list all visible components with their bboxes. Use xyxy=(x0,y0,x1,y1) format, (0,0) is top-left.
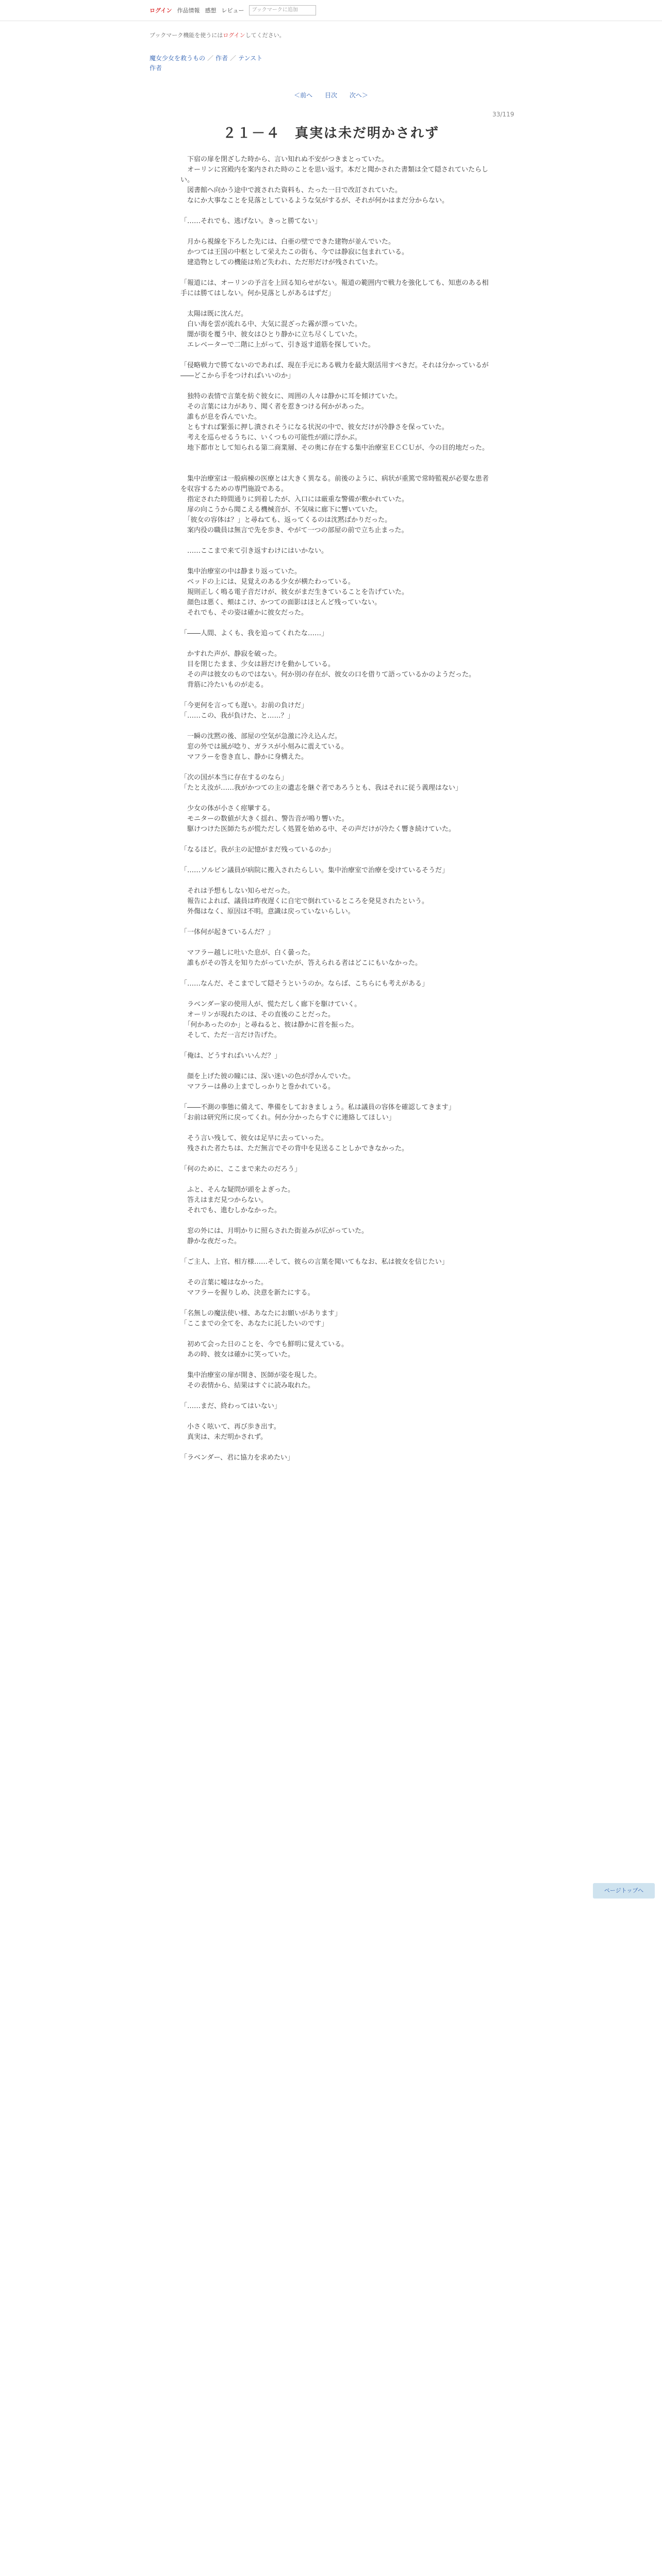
body-paragraph: 「……ソルビン議員が病院に搬入されたらしい。集中治療室で治療を受けているそうだ」 xyxy=(180,867,449,874)
body-paragraph: ラベンダー家の使用人が、慌ただしく廊下を駆けていく。 xyxy=(180,1001,361,1008)
body-paragraph xyxy=(180,1092,495,1103)
body-paragraph: 「――人間、よくも、我を追ってくれたな……」 xyxy=(180,630,328,637)
author-label: 作者 xyxy=(216,55,228,62)
body-paragraph: かつては王国の中枢として栄えたこの街も、今では静寂に包まれている。 xyxy=(180,248,409,256)
notice-login-link[interactable]: ログイン xyxy=(223,32,245,39)
body-paragraph: 「報道には、オーリンの予言を上回る知らせがない。報道の範囲内で戦力を強化しても、知恵のある相手には勝てはしない。何か見落としがあるはずだ」 xyxy=(180,279,489,297)
body-paragraph: 「何かあったのか」と尋ねると、彼は静かに首を振った。 xyxy=(180,1021,358,1029)
body-paragraph xyxy=(180,453,495,464)
body-paragraph: 扉の向こうから聞こえる機械音が、不気味に廊下に響いていた。 xyxy=(180,506,382,514)
body-paragraph: 案内役の職員は無言で先を歩き、やがて一つの部屋の前で立ち止まった。 xyxy=(180,527,408,534)
body-paragraph xyxy=(180,618,495,629)
body-paragraph xyxy=(180,1061,495,1072)
body-paragraph: 誰もが息を呑んでいた。 xyxy=(180,413,261,421)
body-paragraph xyxy=(180,989,495,999)
body-paragraph xyxy=(180,690,495,701)
body-paragraph: 残された者たちは、ただ無言でその背中を見送ることしかできなかった。 xyxy=(180,1145,409,1153)
body-paragraph: 「彼女の容体は？」と尋ねても、返ってくるのは沈黙ばかりだった。 xyxy=(180,516,392,524)
nav-link-impressions[interactable]: 感想 xyxy=(205,7,217,14)
breadcrumb xyxy=(150,54,262,62)
body-paragraph: 「なるほど。我が主の記憶がまだ残っているのか」 xyxy=(180,846,335,854)
body-paragraph xyxy=(180,1267,495,1278)
body-paragraph: 外傷はなく、原因は不明。意識は戻っていないらしい。 xyxy=(180,908,355,916)
body-paragraph xyxy=(180,1329,495,1340)
prev-link[interactable]: ＜前へ xyxy=(294,92,313,99)
body-paragraph xyxy=(180,1123,495,1133)
body-paragraph: そう言い残して、彼女は足早に去っていった。 xyxy=(180,1134,328,1142)
body-paragraph: ともすれば緊張に押し潰されそうになる状況の中で、彼女だけが冷静さを保っていた。 xyxy=(180,423,449,431)
chapter-body xyxy=(180,155,495,1463)
body-paragraph: 闇が街を覆う中、彼女はひとり静かに立ち尽くしていた。 xyxy=(180,331,362,338)
body-paragraph: その言葉に嘘はなかった。 xyxy=(180,1279,268,1286)
body-paragraph: 「名無しの魔法使い様、あなたにお願いがあります」 xyxy=(180,1310,342,1317)
body-paragraph: 独特の表情で言葉を紡ぐ彼女に、周囲の人々は静かに耳を傾けていた。 xyxy=(180,393,402,400)
body-paragraph: 報告によれば、議員は昨夜遅くに自宅で倒れているところを発見されたという。 xyxy=(180,897,429,905)
body-paragraph: 「――不測の事態に備えて、準備をしておきましょう。私は議員の容体を確認してきます」 xyxy=(180,1104,455,1111)
body-paragraph: 考えを巡らせるうちに、いくつもの可能性が頭に浮かぶ。 xyxy=(180,434,361,442)
body-paragraph xyxy=(180,835,495,845)
body-paragraph: 集中治療室の扉が開き、医師が姿を現した。 xyxy=(180,1371,321,1379)
breadcrumb-separator-2: ／ xyxy=(230,55,237,62)
page-number: 33/119 xyxy=(492,111,515,118)
body-paragraph: ふと、そんな疑問が頭をよぎった。 xyxy=(180,1186,295,1194)
body-paragraph: 顔色は悪く、頬はこけ、かつての面影はほとんど残っていない。 xyxy=(180,599,382,606)
body-paragraph xyxy=(180,1360,495,1370)
author-link[interactable]: テンスト xyxy=(238,55,263,62)
body-paragraph xyxy=(180,1154,495,1164)
body-paragraph: 「今更何を言っても遅い。お前の負けだ」 xyxy=(180,702,308,709)
body-paragraph: なにか大事なことを見落としているような気がするが、それが何かはまだ分からない。 xyxy=(180,197,449,205)
page-top-button[interactable]: ページトップへ xyxy=(593,1883,655,1899)
body-paragraph: 「俺は、どうすればいいんだ？」 xyxy=(180,1052,282,1060)
body-paragraph: 集中治療室の中は静まり返っていた。 xyxy=(180,568,302,575)
body-paragraph xyxy=(180,969,495,979)
body-paragraph: 一瞬の沈黙の後、部屋の空気が急激に冷え込んだ。 xyxy=(180,733,342,740)
body-paragraph xyxy=(180,1216,495,1226)
body-paragraph: ……ここまで来て引き返すわけにはいかない。 xyxy=(180,547,328,555)
body-paragraph: 「ここまでの全てを、あなたに託したいのです」 xyxy=(180,1320,328,1328)
body-paragraph xyxy=(180,556,495,567)
body-paragraph: それは予想もしない知らせだった。 xyxy=(180,887,294,895)
bookmark-button[interactable]: ブックマークに追加 xyxy=(249,5,316,15)
body-paragraph xyxy=(180,268,495,278)
body-paragraph: 「ラベンダー、君に協力を求めたい」 xyxy=(180,1454,294,1462)
body-paragraph xyxy=(180,1175,495,1185)
body-paragraph: 「侵略戦力で勝てないのであれば、現在手元にある戦力を最大限活用すべきだ。それは分かっているが――どこから手をつければいいのか」 xyxy=(180,362,489,380)
author-line[interactable]: 作者 xyxy=(150,64,162,72)
body-paragraph: 規則正しく鳴る電子音だけが、彼女がまだ生きていることを告げていた。 xyxy=(180,588,409,596)
body-paragraph xyxy=(180,1412,495,1422)
body-paragraph: そして、ただ一言だけ告げた。 xyxy=(180,1031,281,1039)
body-paragraph: マフラーを握りしめ、決意を新たにする。 xyxy=(180,1289,315,1297)
notice-prefix: ブックマーク機能を使うには xyxy=(150,32,223,39)
body-paragraph: 太陽は既に沈んだ。 xyxy=(180,310,248,318)
body-paragraph xyxy=(180,206,495,216)
body-paragraph xyxy=(180,938,495,948)
chapter-title: ２１－４ 真実は未だ明かされず xyxy=(222,126,439,141)
body-paragraph xyxy=(180,1298,495,1309)
body-paragraph: かすれた声が、静寂を破った。 xyxy=(180,650,282,658)
body-paragraph xyxy=(180,350,495,361)
body-paragraph: マフラー越しに吐いた息が、白く曇った。 xyxy=(180,949,315,957)
body-paragraph: 「……なんだ、そこまでして隠そうというのか。ならば、こちらにも考えがある」 xyxy=(180,980,429,988)
body-paragraph: 建造物としての機能は殆ど失われ、ただ形だけが残されていた。 xyxy=(180,259,382,266)
body-paragraph xyxy=(180,1247,495,1257)
toc-link[interactable]: 目次 xyxy=(324,92,337,99)
body-paragraph: その表情から、結果はすぐに読み取れた。 xyxy=(180,1382,315,1389)
body-paragraph: 静かな夜だった。 xyxy=(180,1238,241,1245)
body-paragraph xyxy=(180,762,495,773)
body-paragraph xyxy=(180,381,495,392)
body-paragraph: 「ご主人、上官、相方様……そして、彼らの言葉を聞いてもなお、私は彼女を信じたい」 xyxy=(180,1258,449,1266)
body-paragraph: その声は彼女のものではない。何か別の存在が、彼女の口を借りて語っているかのようだった。 xyxy=(180,671,476,679)
body-paragraph: マフラーは鼻の上までしっかりと巻かれている。 xyxy=(180,1083,335,1091)
body-paragraph xyxy=(180,721,495,732)
body-paragraph: 指定された時間通りに到着したが、入口には厳重な警備が敷かれていた。 xyxy=(180,496,409,503)
body-paragraph: それでも、進むしかなかった。 xyxy=(180,1207,282,1214)
body-paragraph xyxy=(180,299,495,309)
body-paragraph: マフラーを巻き直し、静かに身構えた。 xyxy=(180,753,308,761)
body-paragraph: 目を閉じたまま、少女は唇だけを動かしている。 xyxy=(180,660,335,668)
body-paragraph: 答えはまだ見つからない。 xyxy=(180,1196,268,1204)
body-paragraph: 地下都市として知られる第二商業層、その奥に存在する集中治療室ＥＣＣＵが、今の目的地だった。 xyxy=(180,444,489,452)
body-paragraph: 初めて会った日のことを、今でも鮮明に覚えている。 xyxy=(180,1341,349,1348)
top-nav xyxy=(150,5,316,15)
body-paragraph: 小さく呟いて、再び歩き出す。 xyxy=(180,1423,280,1431)
series-link[interactable]: 魔女少女を救うもの xyxy=(150,55,206,62)
body-paragraph: 集中治療室は一般病棟の医療とは大きく異なる。前後のように、病状が重篤で常時監視が必要な患者を収容するための専門施設である。 xyxy=(180,475,489,493)
body-paragraph: それでも、その姿は確かに彼女だった。 xyxy=(180,609,308,617)
body-paragraph: オーリンに宮殿内を案内された時のことを思い返す。本だと聞かされた書類は全て隠されていたらしい。 xyxy=(180,166,488,184)
body-paragraph xyxy=(180,1391,495,1401)
body-paragraph xyxy=(180,917,495,927)
body-paragraph: 背筋に冷たいものが走る。 xyxy=(180,681,268,689)
body-paragraph: 「……この、我が負けた、と……？」 xyxy=(180,712,294,720)
body-paragraph: 下宿の扉を閉ざした時から、言い知れぬ不安がつきまとっていた。 xyxy=(180,156,388,163)
body-paragraph: その言葉には力があり、聞く者を惹きつける何かがあった。 xyxy=(180,403,368,411)
body-paragraph xyxy=(180,855,495,866)
breadcrumb-separator: ／ xyxy=(207,55,214,62)
body-paragraph xyxy=(180,464,495,474)
body-paragraph xyxy=(180,876,495,886)
body-paragraph: ベッドの上には、見覚えのある少女が横たわっている。 xyxy=(180,578,355,586)
notice-suffix: してください。 xyxy=(245,32,285,39)
body-paragraph xyxy=(180,639,495,649)
body-paragraph: 図書館へ向かう途中で渡された資料も、たった一日で改訂されていた。 xyxy=(180,187,402,194)
body-paragraph: 窓の外では風が唸り、ガラスが小刻みに震えている。 xyxy=(180,743,348,751)
bookmark-notice xyxy=(150,31,285,39)
body-paragraph: 真実は、未だ明かされず。 xyxy=(180,1433,267,1441)
body-paragraph: モニターの数値が大きく揺れ、警告音が鳴り響いた。 xyxy=(180,815,349,823)
body-paragraph: 誰もがその答えを知りたがっていたが、答えられる者はどこにもいなかった。 xyxy=(180,959,422,967)
body-paragraph: 「……まだ、終わってはいない」 xyxy=(180,1402,281,1410)
body-paragraph: 「……それでも、逃げない。きっと勝てない」 xyxy=(180,217,322,225)
body-paragraph: 駆けつけた医師たちが慌ただしく処置を始める中、その声だけが冷たく響き続けていた。 xyxy=(180,825,456,833)
body-paragraph: 少女の体が小さく痙攣する。 xyxy=(180,805,275,812)
body-paragraph xyxy=(180,793,495,804)
body-paragraph xyxy=(180,227,495,237)
body-paragraph: あの時、彼女は確かに笑っていた。 xyxy=(180,1351,295,1359)
body-paragraph: 「一体何が起きているんだ？」 xyxy=(180,928,275,936)
nav-link-info[interactable]: 作品情報 xyxy=(177,7,200,14)
body-paragraph xyxy=(180,1041,495,1051)
body-paragraph: オーリンが現れたのは、その直後のことだった。 xyxy=(180,1011,335,1019)
body-paragraph: 「お前は研究所に戻ってくれ。何か分かったらすぐに連絡してほしい」 xyxy=(180,1114,395,1122)
body-paragraph: 「次の国が本当に存在するのなら」 xyxy=(180,774,288,782)
body-paragraph: 「何のために、ここまで来たのだろう」 xyxy=(180,1165,302,1173)
body-paragraph: 月から視線を下ろした先には、白亜の壁でできた建物が並んでいた。 xyxy=(180,238,395,246)
top-bar xyxy=(0,0,662,21)
body-paragraph: 顔を上げた彼の瞳には、深い迷いの色が浮かんでいた。 xyxy=(180,1073,355,1080)
top-pager xyxy=(0,91,662,99)
body-paragraph xyxy=(180,536,495,546)
next-link[interactable]: 次へ＞ xyxy=(349,92,368,99)
login-link[interactable]: ログイン xyxy=(150,7,172,14)
body-paragraph: エレベーターで二階に上がって、引き返す道筋を探していた。 xyxy=(180,341,375,349)
body-paragraph: 「たとえ汝が……我がかつての主の遺志を継ぐ者であろうとも、我はそれに従う義理はない」 xyxy=(180,784,462,792)
nav-link-review[interactable]: レビュー xyxy=(221,7,244,14)
body-paragraph xyxy=(180,1443,495,1453)
body-paragraph: 白い海を雲が流れる中、大気に混ざった霧が漂っていた。 xyxy=(180,320,362,328)
body-paragraph: 窓の外には、月明かりに照らされた街並みが広がっていた。 xyxy=(180,1227,369,1235)
